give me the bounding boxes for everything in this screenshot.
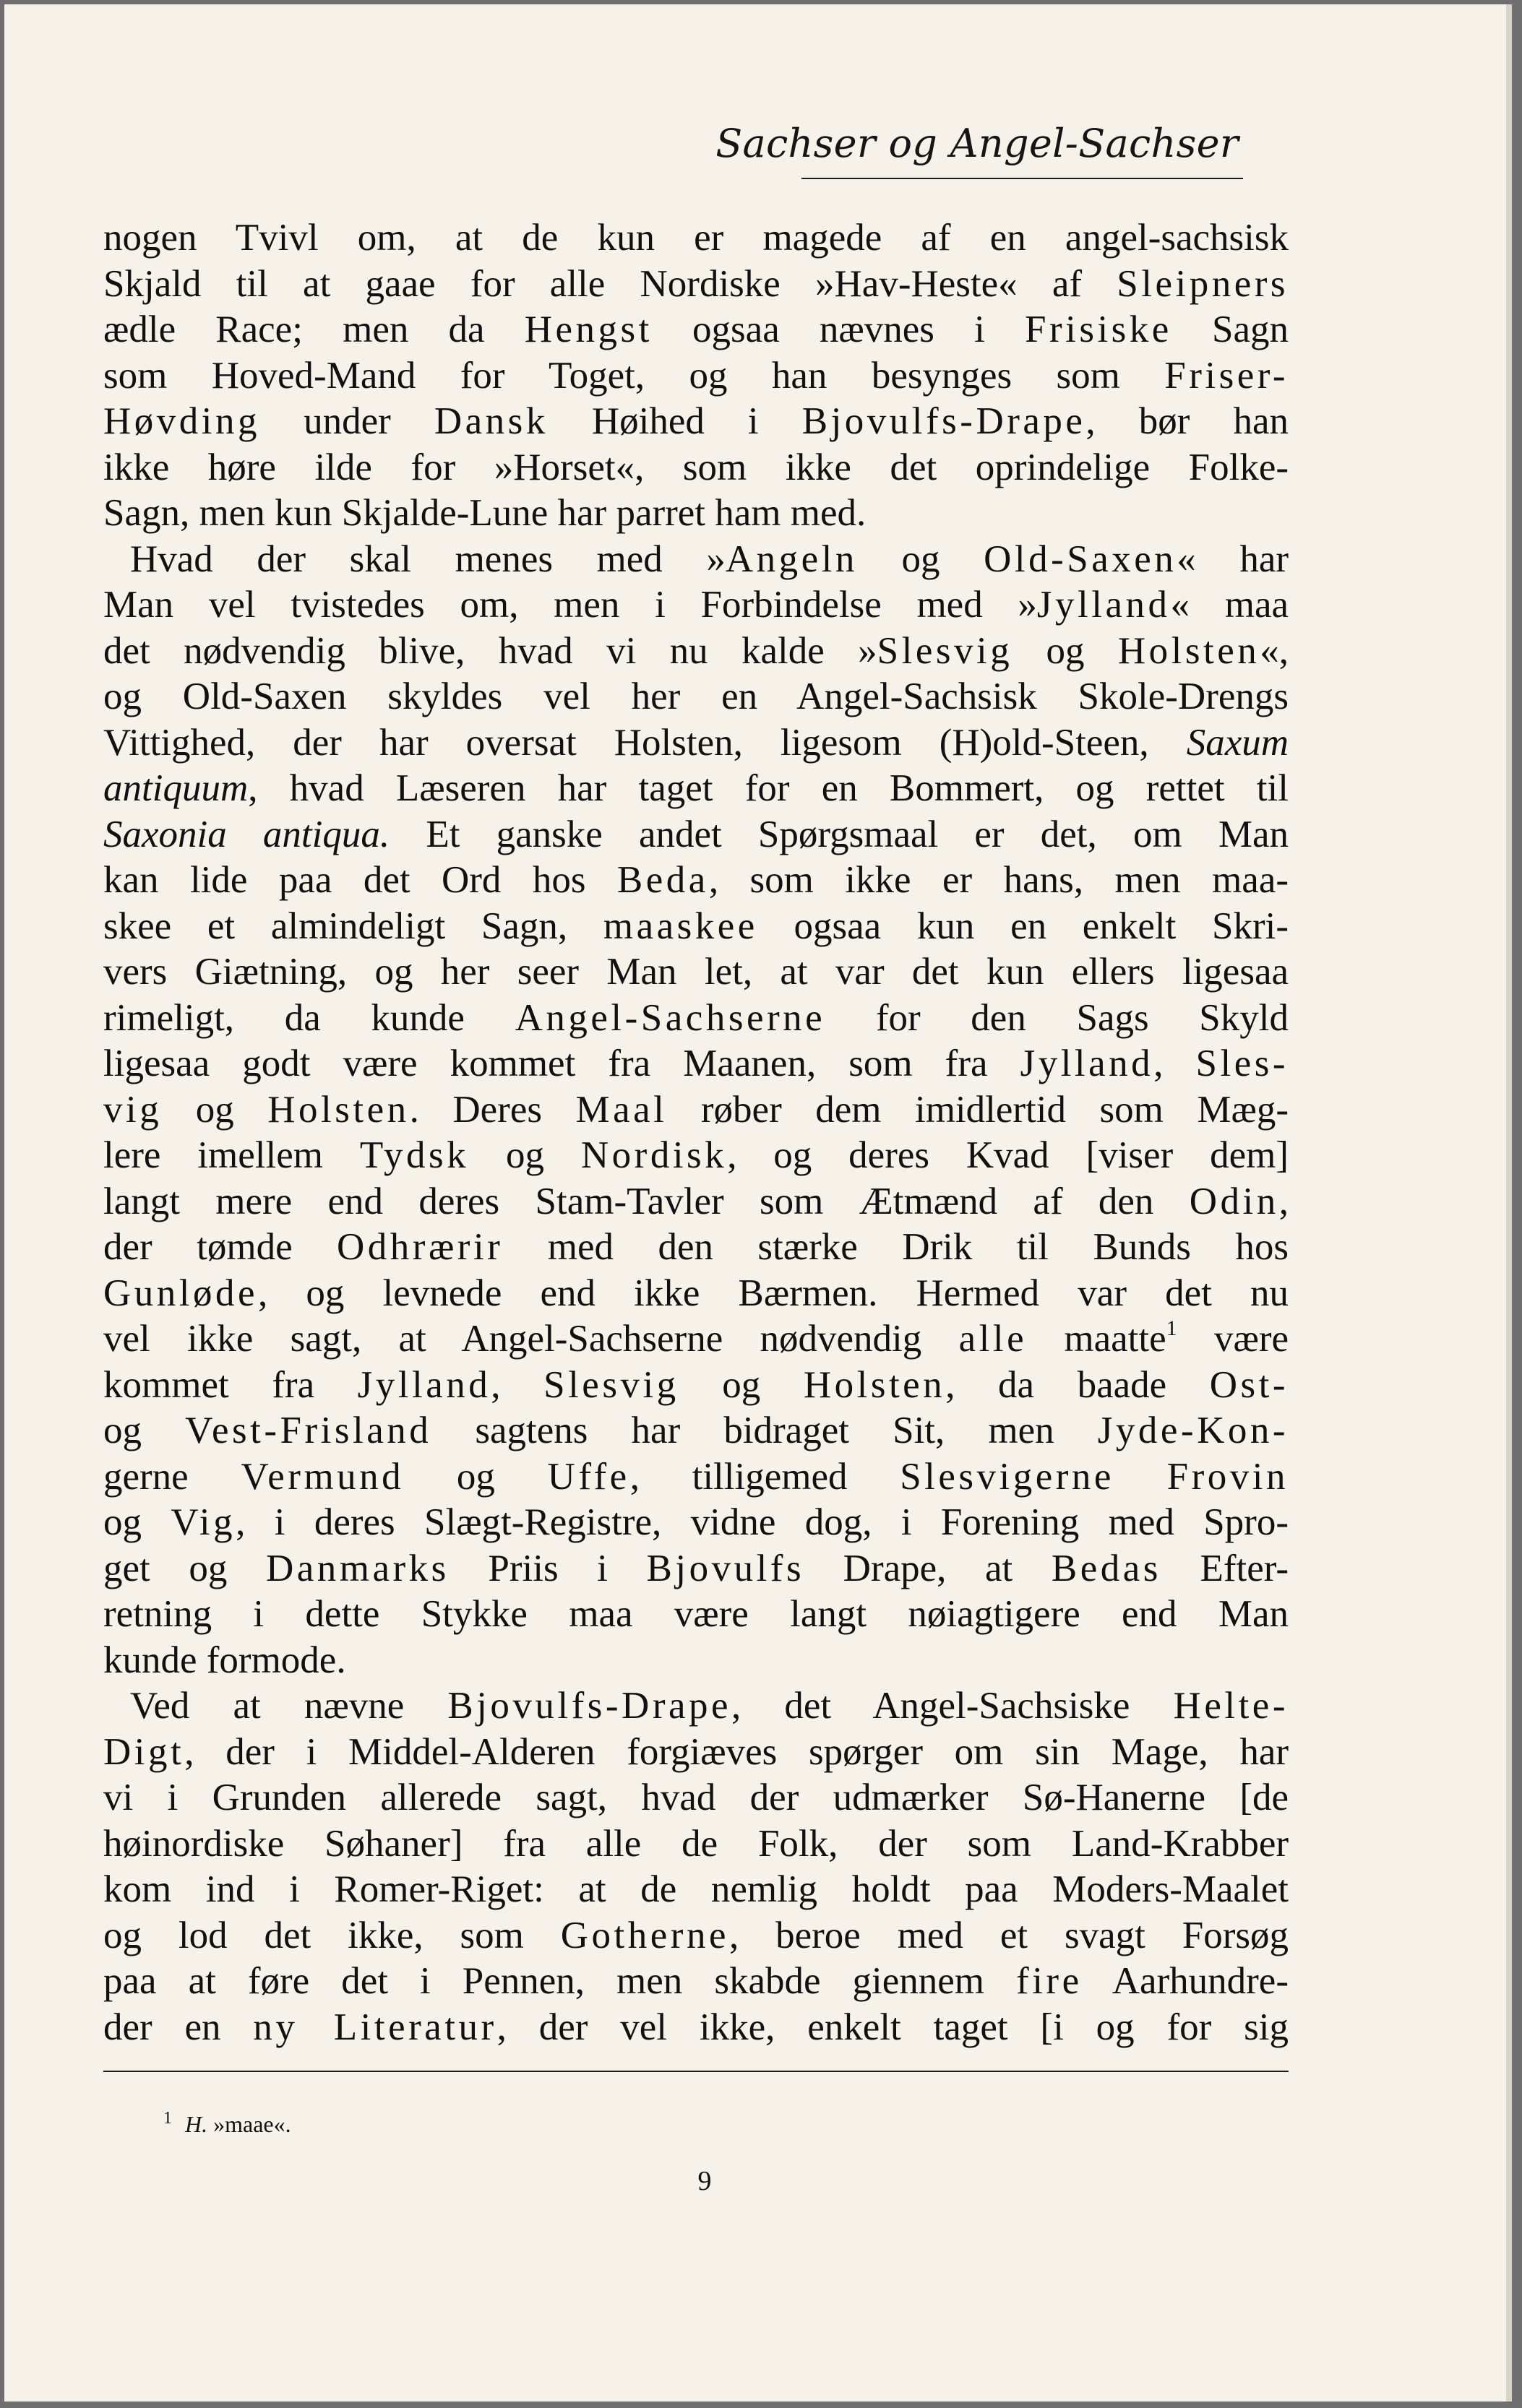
text-line: og Old-Saxen skyldes vel her en Angel-Sachsisk Skole-Drengs [103,676,1289,717]
text-line: Hvad der skal menes med »Angeln og Old-Saxen« har [130,538,1289,580]
book-page [4,4,1512,2401]
footnote [163,2104,291,2139]
text-line: der en ny Literatur, der vel ikke, enkelt taget [i og for sig [103,2006,1289,2048]
text-line: Saxonia antiqua. Et ganske andet Spørgsmaal er det, om Man [103,813,1289,855]
text-line: get og Danmarks Priis i Bjovulfs Drape, at Bedas Efter- [103,1547,1289,1589]
text-line: langt mere end deres Stam-Tavler som Ætmænd af den Odin, [103,1180,1289,1222]
text-line: Ved at nævne Bjovulfs-Drape, det Angel-Sachsiske Helte- [130,1685,1289,1727]
footnote-mark: 1 [163,2109,172,2128]
text-line: kom ind i Romer-Riget: at de nemlig holdt paa Moders-Maalet [103,1868,1289,1910]
text-line: Sagn, men kun Skjalde-Lune har parret ham med. [103,492,867,534]
text-line: vel ikke sagt, at Angel-Sachserne nødvendig alle maatte$^1$ være [103,1316,1289,1360]
text-line: vers Giætning, og her seer Man let, at var det kun ellers ligesaa [103,951,1289,993]
text-line: det nødvendig blive, hvad vi nu kalde »Slesvig og Holsten«, [103,629,1289,672]
text-line: vig og Holsten. Deres Maal røber dem imidlertid som Mæg- [103,1088,1289,1131]
text-line: gerne Vermund og Uffe, tilligemed Slesvigerne Frovin [103,1455,1289,1498]
text-line: som Hoved-Mand for Toget, og han besynges som Friser- [103,354,1289,397]
text-line: der tømde Odhrærir med den stærke Drik til Bunds hos [103,1226,1289,1268]
header-rule [801,178,1243,179]
footnote-author: H. [185,2111,208,2137]
text-line: Vittighed, der har oversat Holsten, ligesom (H)old-Steen, Saxum [103,721,1289,764]
text-line: retning i dette Stykke maa være langt nøiagtigere end Man [103,1593,1289,1635]
text-line: ædle Race; men da Hengst ogsaa nævnes i Frisiske Sagn [103,308,1289,350]
text-line: og lod det ikke, som Gotherne, beroe med et svagt Forsøg [103,1914,1289,1956]
text-line: skee et almindeligt Sagn, maaskee ogsaa kun en enkelt Skri- [103,905,1289,947]
footnote-reference: 1 [1166,1316,1177,1340]
text-line: rimeligt, da kunde Angel-Sachserne for den Sags Skyld [103,996,1289,1039]
text-line: kommet fra Jylland, Slesvig og Holsten, da baade Ost- [103,1363,1289,1406]
text-line: antiquum, hvad Læseren har taget for en Bommert, og rettet til [103,767,1289,809]
text-line: og Vig, i deres Slægt-Registre, vidne dog, i Forening med Spro- [103,1501,1289,1543]
text-line: lere imellem Tydsk og Nordisk, og deres Kvad [viser dem] [103,1134,1289,1176]
text-line: høinordiske Søhaner] fra alle de Folk, der som Land-Krabber [103,1822,1289,1865]
text-line: Gunløde, og levnede end ikke Bærmen. Hermed var det nu [103,1272,1289,1314]
running-head: Sachser og Angel-Sachser [715,121,1239,166]
text-line: kunde formode. [103,1639,346,1681]
page-number: 9 [697,2166,712,2196]
text-line: Digt, der i Middel-Alderen forgiæves spørger om sin Mage, har [103,1730,1289,1773]
footnote-text: »maae«. [213,2111,291,2137]
text-line: ikke høre ilde for »Horset«, som ikke det oprindelige Folke- [103,446,1289,488]
text-line: Skjald til at gaae for alle Nordiske »Hav-Heste« af Sleipners [103,262,1289,305]
text-line: vi i Grunden allerede sagt, hvad der udmærker Sø-Hanerne [de [103,1777,1289,1818]
text-line: ligesaa godt være kommet fra Maanen, som fra Jylland, Sles- [103,1043,1289,1084]
text-line: paa at føre det i Pennen, men skabde giennem fire Aarhundre- [103,1960,1289,2002]
text-line: Man vel tvistedes om, men i Forbindelse med »Jylland« maa [103,584,1289,626]
footnote-rule [103,2071,1289,2072]
text-line: nogen Tvivl om, at de kun er magede af en angel-sachsisk [103,217,1289,259]
text-line: Høvding under Dansk Høihed i Bjovulfs-Drape, bør han [103,400,1289,442]
body-text [103,215,1289,2050]
text-line: og Vest-Frisland sagtens har bidraget Sit, men Jyde-Kon- [103,1410,1289,1451]
text-line: kan lide paa det Ord hos Beda, som ikke er hans, men maa- [103,859,1289,901]
